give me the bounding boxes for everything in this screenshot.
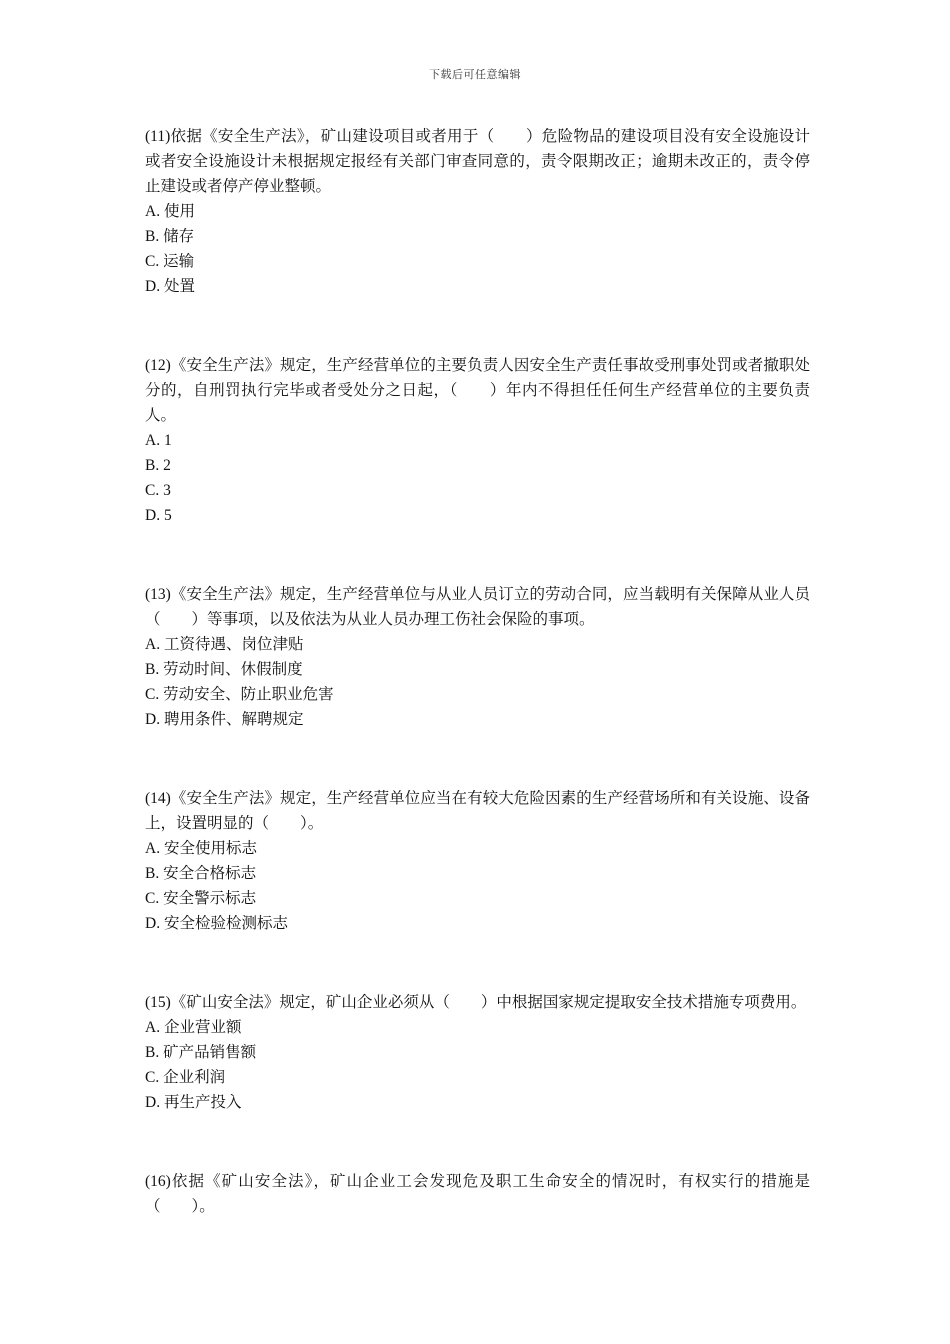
question-13 (145, 582, 810, 732)
option-b: B. 储存 (145, 228, 195, 245)
option-a: A. 使用 (145, 203, 195, 220)
page-header: 下载后可任意编辑 (429, 69, 521, 81)
question-12 (145, 353, 810, 528)
option-c: C. 运输 (145, 253, 195, 270)
question-text: (14)《安全生产法》规定，生产经营单位应当在有较大危险因素的生产经营场所和有关设施、设备上，设置明显的（ ）。 (145, 790, 810, 832)
option-a: A. 工资待遇、岗位津贴 (145, 636, 304, 653)
option-d: D. 安全检验检测标志 (145, 915, 288, 932)
option-a: A. 安全使用标志 (145, 840, 257, 857)
option-b: B. 安全合格标志 (145, 865, 257, 882)
option-b: B. 2 (145, 457, 171, 474)
option-c: C. 安全警示标志 (145, 890, 257, 907)
question-text: (16)依据《矿山安全法》，矿山企业工会发现危及职工生命安全的情况时，有权实行的措施是（ ）。 (145, 1173, 810, 1215)
option-d: D. 聘用条件、解聘规定 (145, 711, 304, 728)
question-15 (145, 990, 810, 1115)
option-d: D. 处置 (145, 278, 195, 295)
question-text: (11)依据《安全生产法》，矿山建设项目或者用于（ ）危险物品的建设项目没有安全设施设计或者安全设施设计未根据规定报经有关部门审查同意的，责令限期改正；逾期未改正的，责令停止建设或者停产停业整顿。 (145, 128, 810, 195)
question-16 (145, 1169, 810, 1219)
question-text: (12)《安全生产法》规定，生产经营单位的主要负责人因安全生产责任事故受刑事处罚或者撤职处分的，自刑罚执行完毕或者受处分之日起，（ ）年内不得担任任何生产经营单位的主要负责人。 (145, 357, 810, 424)
question-11 (145, 124, 810, 299)
option-a: A. 企业营业额 (145, 1019, 242, 1036)
option-c: C. 劳动安全、防止职业危害 (145, 686, 334, 703)
option-d: D. 再生产投入 (145, 1094, 242, 1111)
question-list (145, 124, 810, 1273)
question-text: (15)《矿山安全法》规定，矿山企业必须从（ ）中根据国家规定提取安全技术措施专项费用。 (145, 994, 807, 1011)
option-c: C. 3 (145, 482, 171, 499)
option-c: C. 企业利润 (145, 1069, 226, 1086)
option-b: B. 劳动时间、休假制度 (145, 661, 303, 678)
question-text: (13)《安全生产法》规定，生产经营单位与从业人员订立的劳动合同，应当载明有关保障从业人员（ ）等事项，以及依法为从业人员办理工伤社会保险的事项。 (145, 586, 810, 628)
option-b: B. 矿产品销售额 (145, 1044, 257, 1061)
question-14 (145, 786, 810, 936)
option-d: D. 5 (145, 507, 172, 524)
option-a: A. 1 (145, 432, 172, 449)
